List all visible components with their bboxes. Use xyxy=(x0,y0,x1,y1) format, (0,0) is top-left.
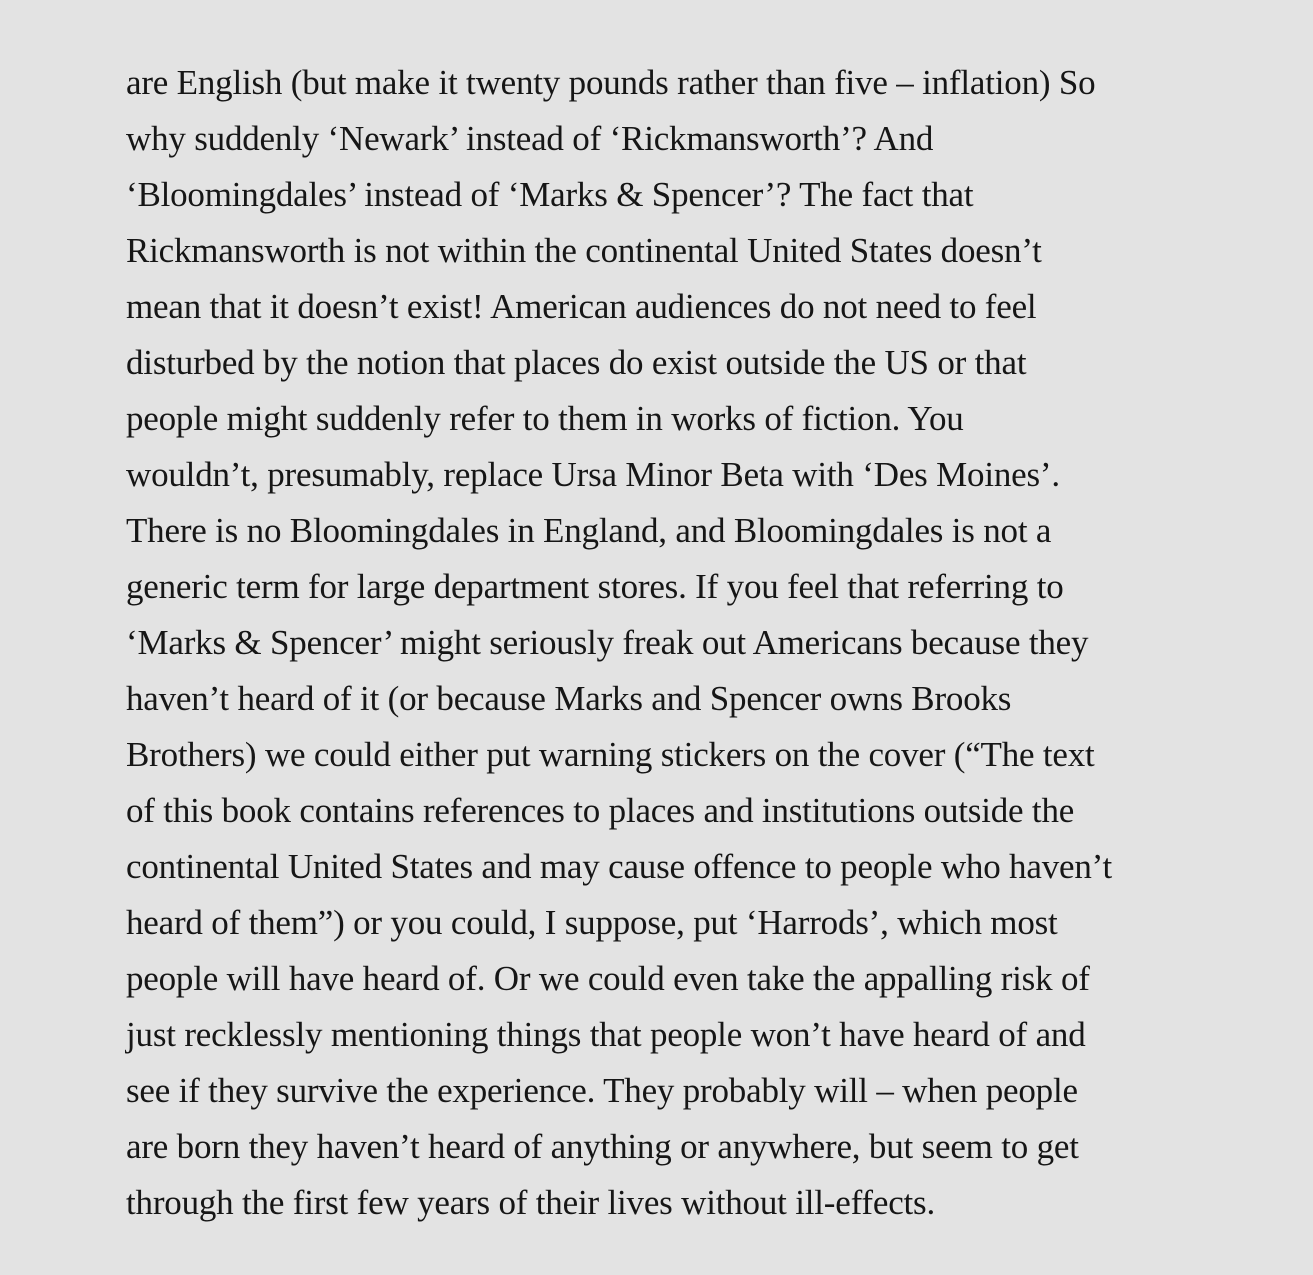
text-line: are English (but make it twenty pounds rather than five – inflation) So xyxy=(126,63,1096,102)
text-line: There is no Bloomingdales in England, and Bloomingdales is not a xyxy=(126,511,1052,550)
text-line: heard of them”) or you could, I suppose, put ‘Harrods’, which most xyxy=(126,903,1058,942)
text-line: haven’t heard of it (or because Marks and Spencer owns Brooks xyxy=(126,679,1012,718)
text-line: see if they survive the experience. They probably will – when people xyxy=(126,1071,1078,1110)
text-line: people will have heard of. Or we could even take the appalling risk of xyxy=(126,959,1090,998)
text-line: mean that it doesn’t exist! American audiences do not need to feel xyxy=(126,287,1037,326)
text-line: people might suddenly refer to them in works of fiction. You xyxy=(126,399,964,438)
text-line: Brothers) we could either put warning stickers on the cover (“The text xyxy=(126,735,1095,774)
text-line: are born they haven’t heard of anything or anywhere, but seem to get xyxy=(126,1127,1079,1166)
text-line: through the first few years of their lives without ill-effects. xyxy=(126,1183,936,1222)
text-line: of this book contains references to places and institutions outside the xyxy=(126,791,1075,830)
body-paragraph xyxy=(126,55,1206,1231)
text-line: disturbed by the notion that places do exist outside the US or that xyxy=(126,343,1027,382)
text-line: generic term for large department stores. If you feel that referring to xyxy=(126,567,1064,606)
text-line: ‘Marks & Spencer’ might seriously freak out Americans because they xyxy=(126,623,1089,662)
text-line: Rickmansworth is not within the continental United States doesn’t xyxy=(126,231,1042,270)
text-line: continental United States and may cause offence to people who haven’t xyxy=(126,847,1112,886)
text-line: wouldn’t, presumably, replace Ursa Minor Beta with ‘Des Moines’. xyxy=(126,455,1060,494)
text-line: why suddenly ‘Newark’ instead of ‘Rickmansworth’? And xyxy=(126,119,934,158)
text-line: just recklessly mentioning things that people won’t have heard of and xyxy=(126,1015,1086,1054)
text-line: ‘Bloomingdales’ instead of ‘Marks & Spencer’? The fact that xyxy=(126,175,974,214)
